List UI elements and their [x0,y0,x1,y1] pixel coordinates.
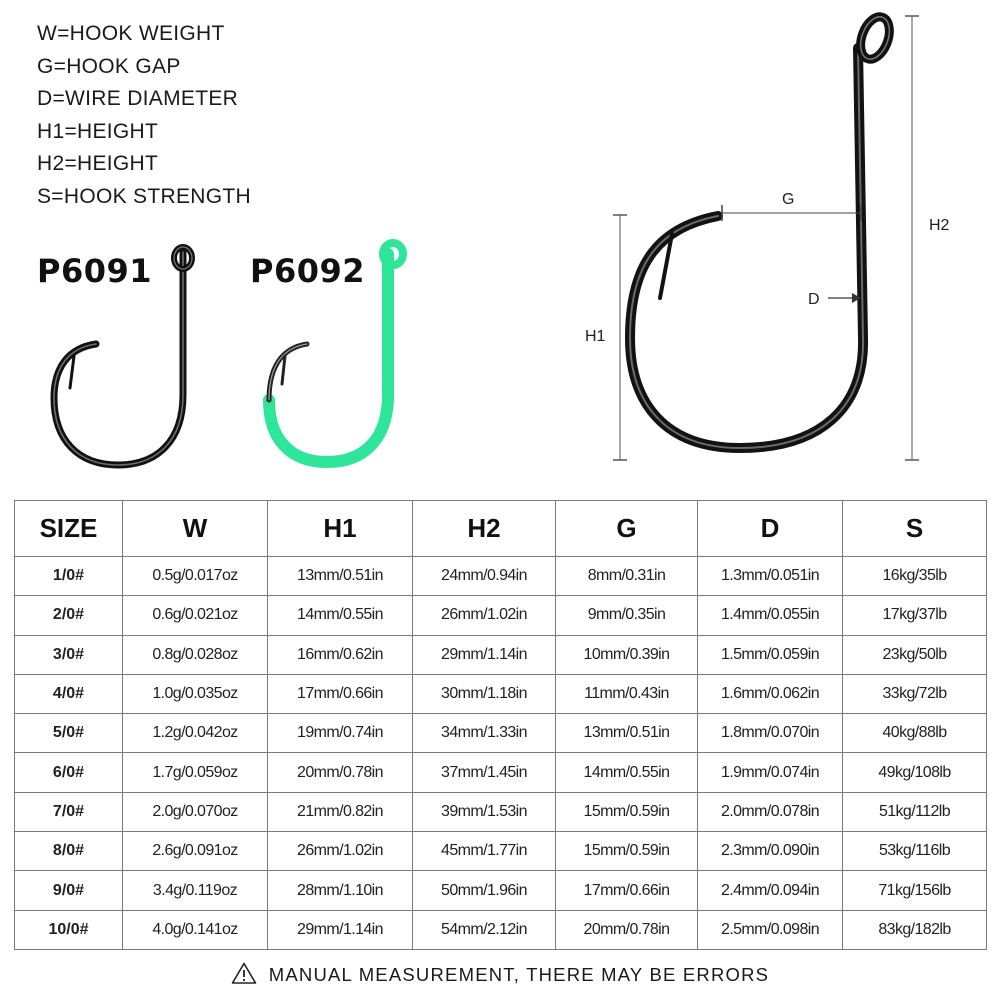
cell-strength: 51kg/112lb [843,792,987,831]
cell-h2: 37mm/1.45in [413,753,556,792]
dimension-diagram [600,8,960,468]
cell-diameter: 1.4mm/0.055in [698,596,843,635]
cell-gap: 13mm/0.51in [556,714,698,753]
header-h2: H2 [413,501,556,557]
header-size: SIZE [15,501,123,557]
table-row [15,596,987,635]
cell-gap: 20mm/0.78in [556,910,698,949]
green-hook-image [255,238,415,473]
cell-weight: 3.4g/0.119oz [123,871,268,910]
height-1-label: H1 [585,328,606,345]
cell-strength: 17kg/37lb [843,596,987,635]
cell-diameter: 1.8mm/0.070in [698,714,843,753]
cell-size: 1/0# [15,557,123,596]
cell-h1: 26mm/1.02in [268,832,413,871]
cell-gap: 17mm/0.66in [556,871,698,910]
cell-h1: 14mm/0.55in [268,596,413,635]
table-row [15,635,987,674]
cell-diameter: 1.9mm/0.074in [698,753,843,792]
height-2-label: H2 [929,217,950,234]
cell-size: 4/0# [15,674,123,713]
cell-h2: 45mm/1.77in [413,832,556,871]
gap-label: G [782,191,795,208]
legend-strength: S=HOOK STRENGTH [37,184,251,208]
cell-diameter: 1.6mm/0.062in [698,674,843,713]
cell-weight: 0.5g/0.017oz [123,557,268,596]
cell-gap: 9mm/0.35in [556,596,698,635]
legend-weight: W=HOOK WEIGHT [37,22,225,45]
cell-h2: 30mm/1.18in [413,674,556,713]
cell-strength: 53kg/116lb [843,832,987,871]
header-h1: H1 [268,501,413,557]
cell-h1: 21mm/0.82in [268,792,413,831]
legend [37,18,251,213]
cell-h1: 19mm/0.74in [268,714,413,753]
cell-diameter: 2.3mm/0.090in [698,832,843,871]
table-row [15,832,987,871]
cell-weight: 0.6g/0.021oz [123,596,268,635]
table-row [15,792,987,831]
cell-weight: 1.2g/0.042oz [123,714,268,753]
cell-h2: 54mm/2.12in [413,910,556,949]
header-w: W [123,501,268,557]
table-row [15,557,987,596]
warning-icon [231,962,257,984]
cell-gap: 15mm/0.59in [556,832,698,871]
cell-h1: 29mm/1.14in [268,910,413,949]
cell-diameter: 2.5mm/0.098in [698,910,843,949]
cell-size: 10/0# [15,910,123,949]
cell-gap: 8mm/0.31in [556,557,698,596]
header-d: D [698,501,843,557]
cell-size: 9/0# [15,871,123,910]
table-header-row [15,501,987,557]
cell-size: 6/0# [15,753,123,792]
header-s: S [843,501,987,557]
cell-strength: 33kg/72lb [843,674,987,713]
table-row [15,910,987,949]
cell-h2: 39mm/1.53in [413,792,556,831]
table-row [15,674,987,713]
spec-table [14,500,987,950]
cell-h2: 24mm/0.94in [413,557,556,596]
cell-weight: 0.8g/0.028oz [123,635,268,674]
header-g: G [556,501,698,557]
cell-h1: 17mm/0.66in [268,674,413,713]
cell-gap: 15mm/0.59in [556,792,698,831]
cell-size: 8/0# [15,832,123,871]
model-p6092-label: P6092 [250,252,366,290]
legend-diameter: D=WIRE DIAMETER [37,87,239,110]
legend-gap: G=HOOK GAP [37,54,181,78]
model-p6091-label: P6091 [37,252,153,290]
cell-h2: 34mm/1.33in [413,714,556,753]
cell-strength: 83kg/182lb [843,910,987,949]
cell-size: 5/0# [15,714,123,753]
cell-size: 7/0# [15,792,123,831]
diameter-label: D [808,291,820,308]
cell-gap: 14mm/0.55in [556,753,698,792]
cell-strength: 16kg/35lb [843,557,987,596]
cell-h1: 16mm/0.62in [268,635,413,674]
disclaimer [0,962,1000,986]
cell-weight: 4.0g/0.141oz [123,910,268,949]
cell-gap: 11mm/0.43in [556,674,698,713]
table-row [15,871,987,910]
disclaimer-text: MANUAL MEASUREMENT, THERE MAY BE ERRORS [268,964,770,985]
cell-size: 2/0# [15,596,123,635]
cell-weight: 2.0g/0.070oz [123,792,268,831]
legend-height-1: H1=HEIGHT [37,119,159,143]
table-row [15,714,987,753]
cell-diameter: 2.4mm/0.094in [698,871,843,910]
cell-h1: 20mm/0.78in [268,753,413,792]
cell-diameter: 1.5mm/0.059in [698,635,843,674]
cell-diameter: 1.3mm/0.051in [698,557,843,596]
black-hook-image [40,240,210,475]
cell-gap: 10mm/0.39in [556,635,698,674]
table-row [15,753,987,792]
cell-weight: 2.6g/0.091oz [123,832,268,871]
cell-h2: 26mm/1.02in [413,596,556,635]
cell-h1: 28mm/1.10in [268,871,413,910]
cell-strength: 49kg/108lb [843,753,987,792]
cell-weight: 1.7g/0.059oz [123,753,268,792]
cell-h2: 29mm/1.14in [413,635,556,674]
legend-height-2: H2=HEIGHT [37,152,159,175]
cell-strength: 23kg/50lb [843,635,987,674]
cell-diameter: 2.0mm/0.078in [698,792,843,831]
cell-size: 3/0# [15,635,123,674]
cell-h1: 13mm/0.51in [268,557,413,596]
cell-strength: 71kg/156lb [843,871,987,910]
cell-h2: 50mm/1.96in [413,871,556,910]
cell-strength: 40kg/88lb [843,714,987,753]
cell-weight: 1.0g/0.035oz [123,674,268,713]
